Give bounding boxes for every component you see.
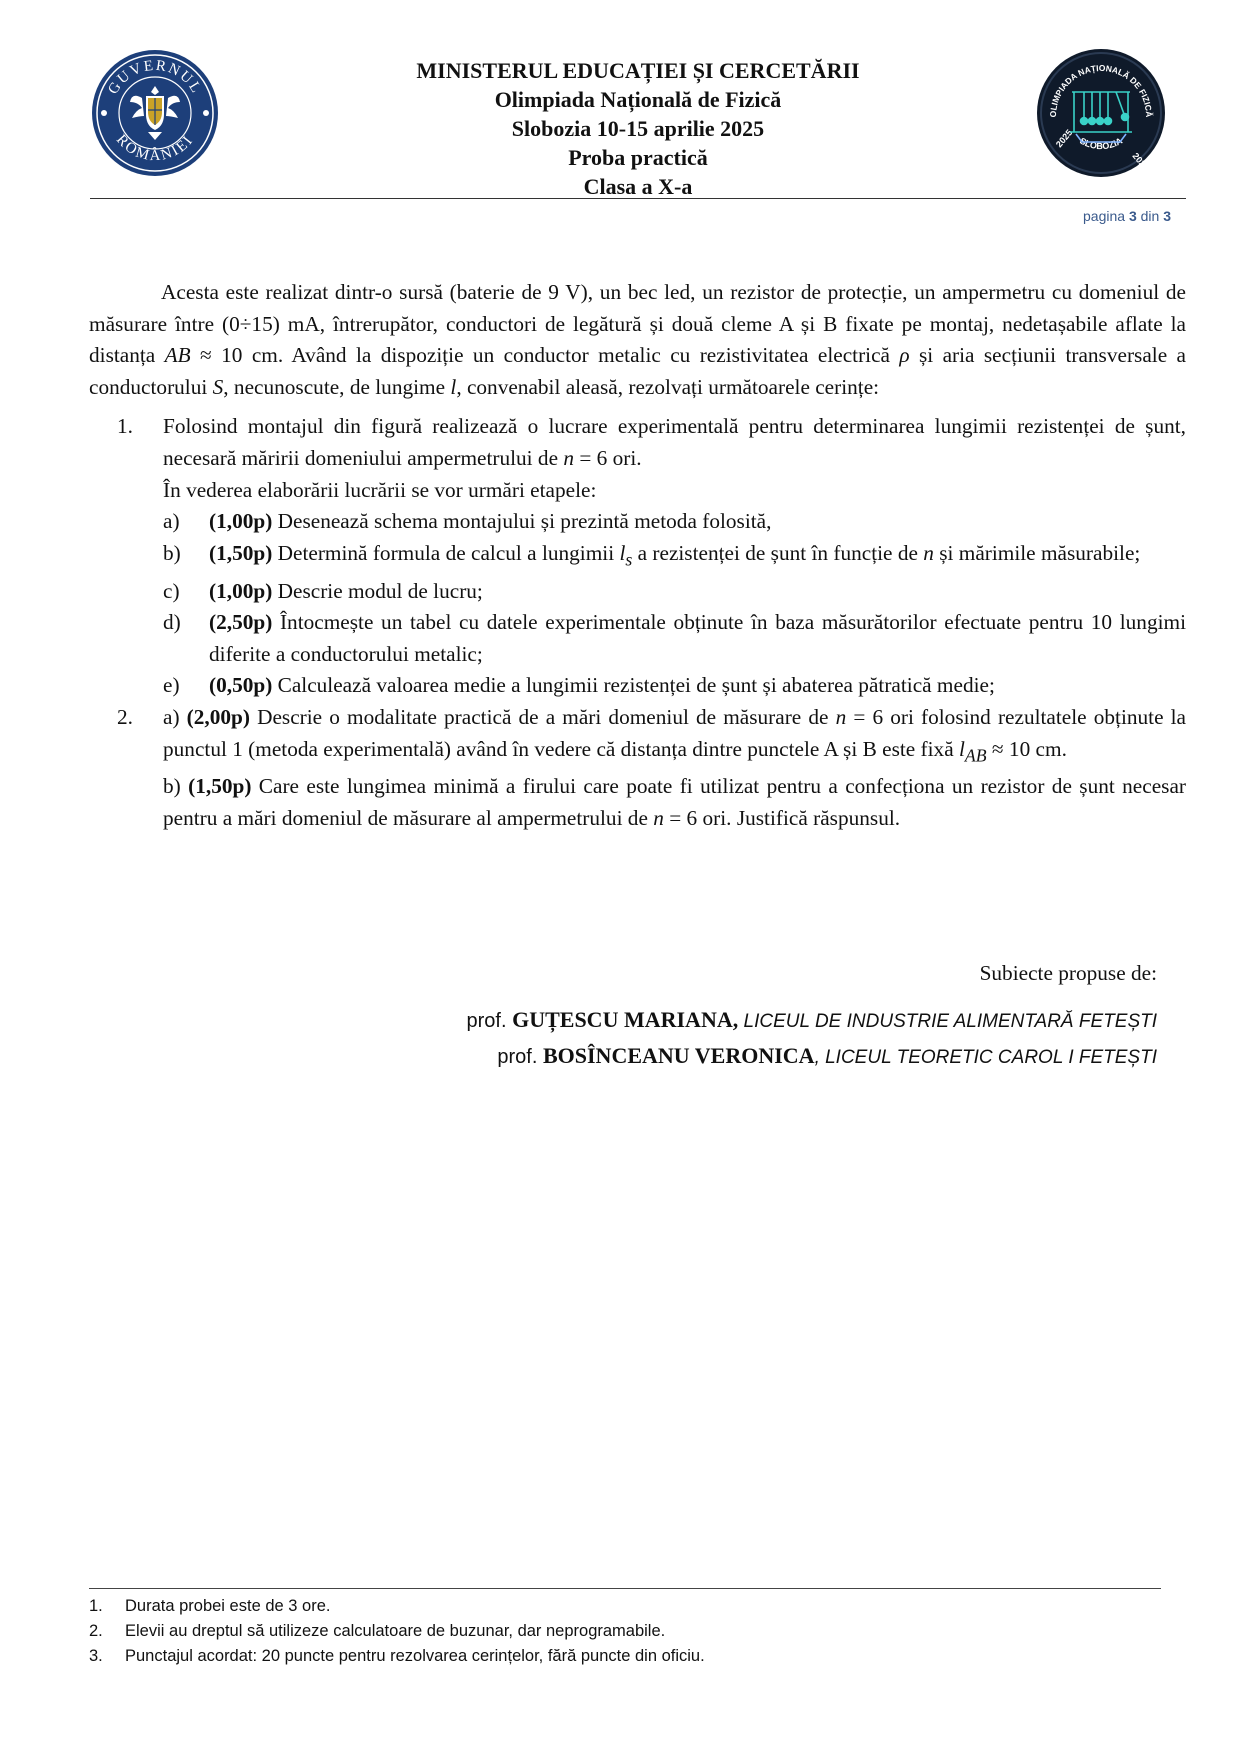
proposed-by-label: Subiecte propuse de: (979, 961, 1157, 985)
sub-item-c: c) (1,00p) Descrie modul de lucru; (163, 578, 483, 603)
grade-level: Clasa a X-a (583, 174, 693, 199)
olympiad-logo-year-right: 2025 (1130, 150, 1152, 173)
event-location-date: Slobozia 10-15 aprilie 2025 (511, 116, 765, 141)
olympiad-title: Olimpiada Națională de Fizică (494, 87, 782, 112)
sub-item-d: d) (2,50p) Întocmește un tabel cu datele experimentale obținute în baza măsurătorilor efectuate pentru 10 lungimi diferite a conductorului metalic; (163, 610, 1186, 666)
olympiad-logo-text-top: OLIMPIADA NAȚIONALĂ DE FIZICĂ (1047, 62, 1155, 118)
points-label: (0,50p) (209, 673, 273, 698)
task-2a: a) (2,00p) Descrie o modalitate practică de a mări domeniul de măsurare de n = 6 ori folosind rezultatele obținute la punctul 1 (metoda experimentală) având în vedere că distanța dintre punctele A și B este fixă $l_{AB} \approx 10$ cm. (163, 704, 1187, 765)
page-header (90, 48, 1186, 200)
author-school: , LICEUL TEORETIC CAROL I FETEȘTI (814, 1047, 1157, 1068)
footer-divider (89, 1588, 1161, 1589)
points-label: (1,00p) (209, 578, 273, 603)
list-item-number: 1. (117, 414, 133, 439)
points-label: (2,00p) (186, 704, 250, 729)
header-divider (90, 198, 1186, 199)
author-line: prof. GUȚESCU MARIANA, LICEUL DE INDUSTRIE ALIMENTARĂ FETEȘTI (466, 1007, 1157, 1032)
problem-statement (89, 277, 1186, 835)
olympiad-logo-text-bottom: SLOBOZIA (1077, 135, 1125, 152)
list-item (89, 702, 1186, 835)
task-2b: b) (1,50p) Care este lungimea minimă a firului care poate fi utilizat pentru a confecționa un rezistor de șunt necesar pentru a mări domeniul de măsurare al ampermetrului de n = 6 ori. Justifică răspunsul. (163, 774, 1186, 830)
task-1-steps-intro: În vederea elaborării lucrării se vor urmări etapele: (163, 477, 597, 502)
olympiad-logo-year-left: 2025 (1053, 127, 1075, 150)
points-label: (2,50p) (209, 610, 273, 635)
footnote: 2. Elevii au dreptul să utilizeze calculatoare de buzunar, dar neprogramabile. (89, 1622, 666, 1640)
authors-block (467, 958, 1157, 1075)
list-item-number: 2. (117, 704, 133, 729)
header-titles (240, 56, 1036, 201)
points-label: (1,00p) (209, 509, 273, 534)
government-of-romania-logo (90, 48, 220, 178)
sub-item-e: e) (0,50p) Calculează valoarea medie a lungimii rezistenței de șunt și abaterea pătratică medie; (163, 673, 995, 698)
points-label: (1,50p) (209, 540, 273, 565)
task-1-statement: Folosind montajul din figură realizează o lucrare experimentală pentru determinarea lungimii rezistenței de șunt, necesară măririi domeniului ampermetrului de n = 6 ori. (163, 414, 1186, 470)
points-label: (1,50p) (188, 774, 252, 799)
footnote: 1. Durata probei este de 3 ore. (89, 1597, 331, 1615)
sub-item-b: b) (1,50p) Determină formula de calcul a lungimii $l_s$ a rezistenței de șunt în funcție de n și mărimile măsurabile; (163, 540, 1141, 569)
footnote: 3. Punctajul acordat: 20 puncte pentru rezolvarea cerințelor, fără puncte din oficiu. (89, 1647, 705, 1665)
exam-type: Proba practică (568, 145, 708, 170)
list-item (89, 411, 1186, 702)
logo-text-top: GUVERNUL (105, 57, 205, 98)
intro-paragraph: Acesta este realizat dintr-o sursă (baterie de 9 V), un bec led, un rezistor de protecție, un ampermetru cu domeniul de măsurare între (0÷15) mA, întrerupător, conductori de legătură și două cleme A și B fixate pe montaj, nedetașabile aflate la distanța AB ≈ 10 cm. Având la dispoziție un conductor metalic cu rezistivitatea electrică ρ și aria secțiunii transversale a conductorului S, necunoscute, de lungime l, convenabil aleasă, rezolvați următoarele cerințe: (89, 280, 1186, 399)
olympiad-logo (1036, 48, 1166, 178)
logo-text-bottom: ROMÂNIEI (112, 131, 198, 165)
author-name: GUȚESCU MARIANA, (512, 1007, 739, 1032)
sub-item-a: a) (1,00p) Desenează schema montajului și prezintă metoda folosită, (163, 509, 772, 534)
author-school: LICEUL DE INDUSTRIE ALIMENTARĂ FETEȘTI (738, 1011, 1157, 1032)
page-number: pagina 3 din 3 (1083, 208, 1171, 224)
ministry-title: MINISTERUL EDUCAȚIEI ȘI CERCETĂRII (416, 58, 860, 83)
author-line: prof. BOSÎNCEANU VERONICA, LICEUL TEORETIC CAROL I FETEȘTI (497, 1043, 1157, 1068)
author-name: BOSÎNCEANU VERONICA (542, 1043, 815, 1068)
footnotes (89, 1594, 705, 1669)
